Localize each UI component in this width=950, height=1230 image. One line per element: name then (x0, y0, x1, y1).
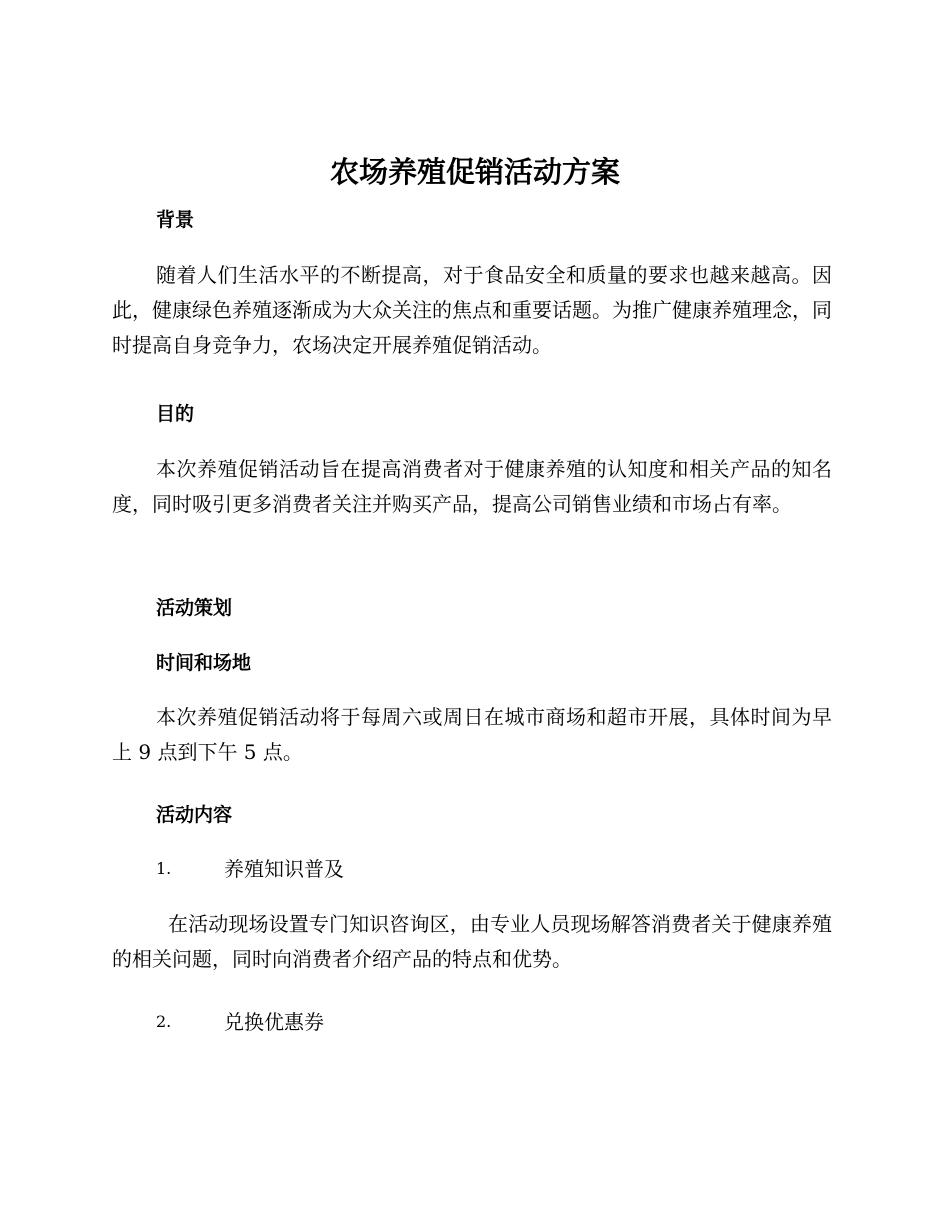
list-item-number: 2. (156, 1012, 172, 1031)
purpose-heading: 目的 (156, 403, 195, 425)
list-item-label: 养殖知识普及 (224, 857, 344, 881)
list-item (156, 854, 344, 884)
planning-heading: 活动策划 (156, 597, 233, 619)
time-place-paragraph: 本次养殖促销活动将于每周六或周日在城市商场和超市开展，具体时间为早上 9 点到下午 5 点。 (112, 705, 832, 764)
list-item-label: 兑换优惠券 (224, 1010, 324, 1034)
knowledge-paragraph: 在活动现场设置专门知识咨询区，由专业人员现场解答消费者关于健康养殖的相关问题，同时向消费者介绍产品的特点和优势。 (112, 912, 832, 971)
content-heading: 活动内容 (156, 804, 233, 826)
list-item (156, 1007, 324, 1037)
time-place-heading: 时间和场地 (156, 652, 252, 674)
background-heading: 背景 (156, 209, 195, 231)
background-paragraph: 随着人们生活水平的不断提高，对于食品安全和质量的要求也越来越高。因此，健康绿色养殖逐渐成为大众关注的焦点和重要话题。为推广健康养殖理念，同时提高自身竞争力，农场决定开展养殖促销活动。 (112, 263, 832, 357)
document-title: 农场养殖促销活动方案 (329, 155, 620, 189)
list-item-number: 1. (156, 859, 172, 878)
purpose-paragraph: 本次养殖促销活动旨在提高消费者对于健康养殖的认知度和相关产品的知名度，同时吸引更多消费者关注并购买产品，提高公司销售业绩和市场占有率。 (112, 457, 832, 516)
